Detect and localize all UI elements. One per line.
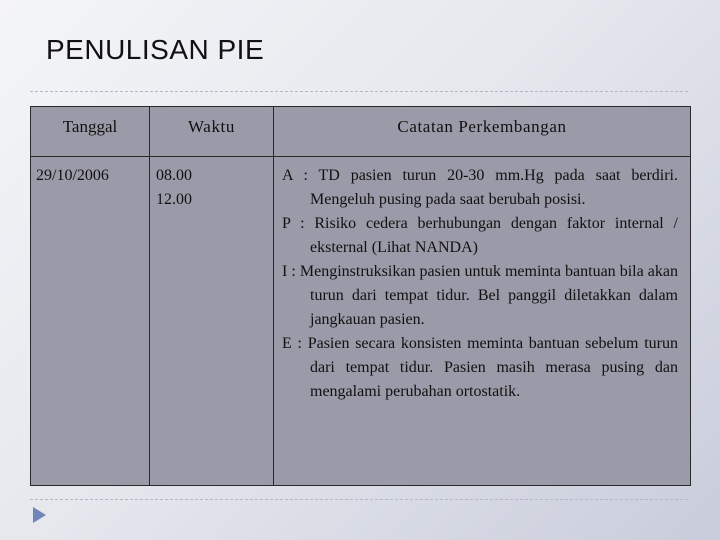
note-problem: P : Risiko cedera berhubungan dengan faktor internal / eksternal (Lihat NANDA)	[282, 215, 678, 256]
triangle-right-icon[interactable]	[33, 507, 46, 523]
date-header: Tanggal	[62, 117, 118, 136]
notes-column	[274, 107, 690, 485]
date-column	[31, 107, 150, 485]
pie-table	[30, 106, 691, 486]
time-value: 08.00	[156, 167, 192, 184]
slide-title: PENULISAN PIE	[46, 34, 265, 65]
note-assessment: A : TD pasien turun 20-30 mm.Hg pada saat berdiri. Mengeluh pusing pada saat berubah posisi.	[282, 167, 678, 208]
date-cell: 29/10/2006	[36, 167, 109, 184]
time-value: 12.00	[156, 191, 192, 208]
notes-cell	[282, 164, 678, 404]
time-header: Waktu	[188, 117, 235, 136]
note-intervention: I : Menginstruksikan pasien untuk meminta bantuan bila akan turun dari tempat tidur. Bel panggil diletakkan dalam jangkauan pasien.	[282, 263, 678, 328]
top-divider	[30, 91, 688, 92]
time-cell	[156, 164, 192, 212]
note-evaluation: E : Pasien secara konsisten meminta bantuan sebelum turun dari tempat tidur. Pasien masih merasa pusing dan mengalami perubahan ortostatik.	[282, 335, 678, 400]
time-column	[150, 107, 274, 485]
notes-header: Catatan Perkembangan	[397, 117, 567, 136]
bottom-divider	[30, 499, 688, 500]
